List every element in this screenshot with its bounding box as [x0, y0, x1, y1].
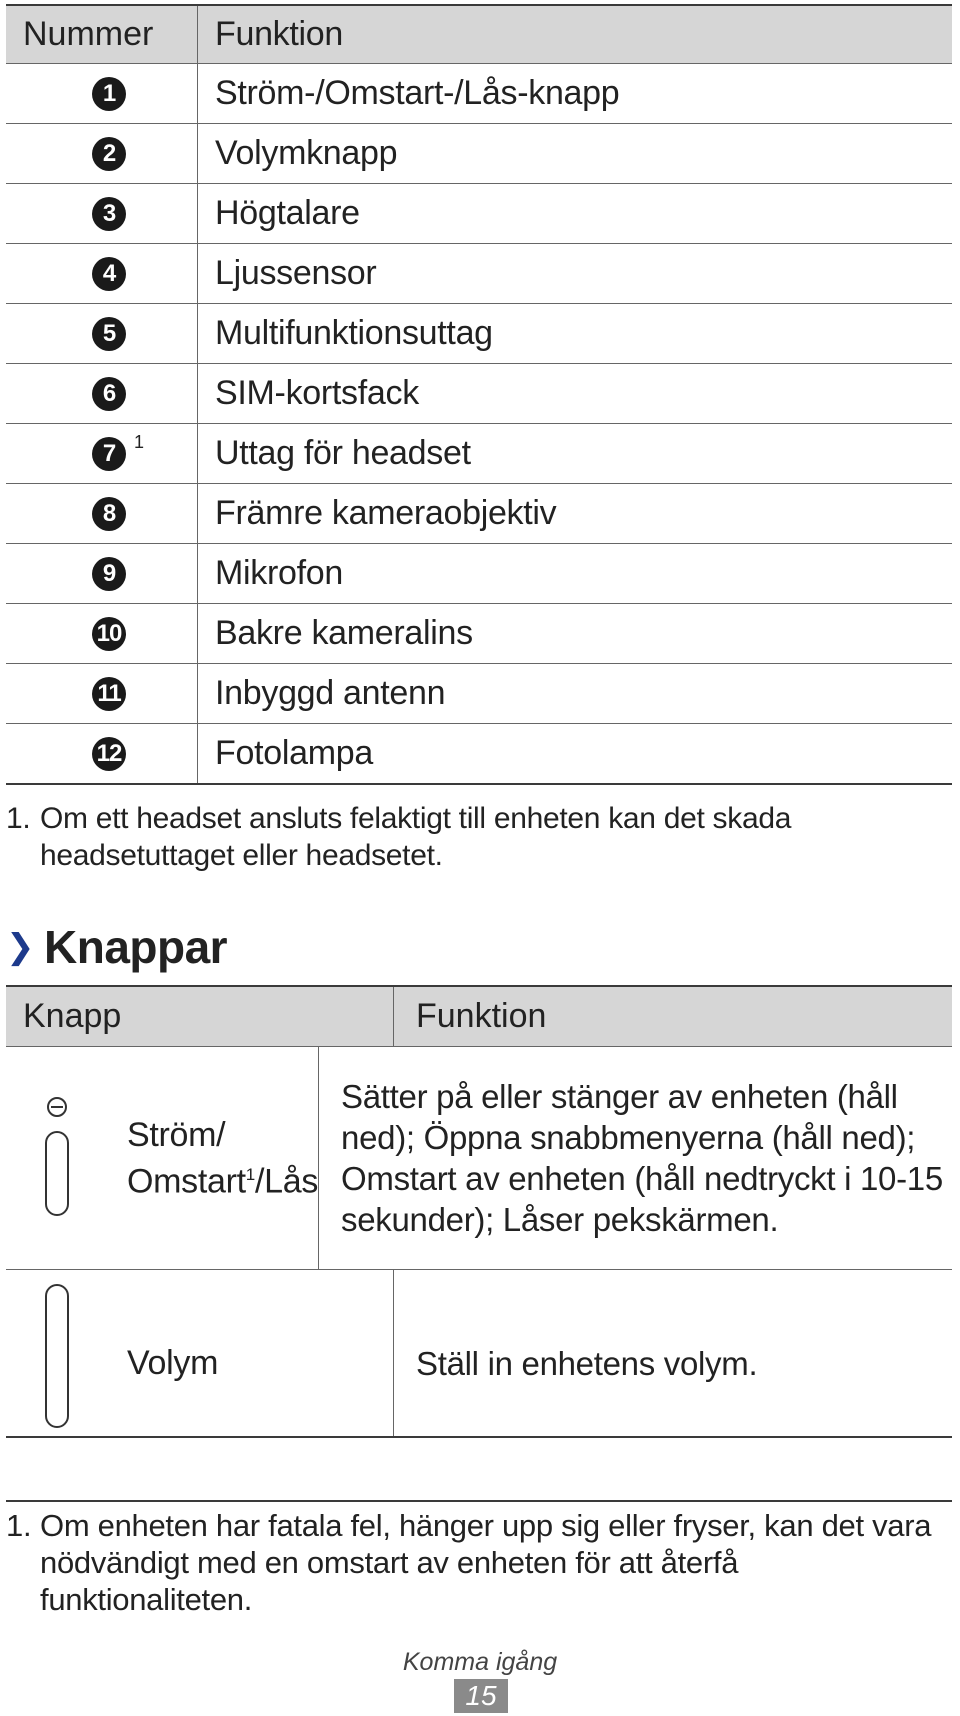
- table-row: [6, 424, 952, 484]
- header-key-function: Funktion: [416, 997, 547, 1035]
- section-title-text: Knappar: [44, 921, 228, 973]
- footer-section-name: Komma igång: [402, 1648, 558, 1676]
- row-number-cell: [6, 184, 198, 243]
- header-number: Nummer: [6, 6, 198, 63]
- key-row-volume: [6, 1270, 952, 1438]
- number-badge: 12: [92, 737, 126, 771]
- keys-footnote: [6, 1507, 936, 1618]
- row-function: Högtalare: [215, 194, 360, 232]
- volume-key-label: Volym: [127, 1344, 219, 1382]
- number-badge: 7: [92, 437, 126, 471]
- number-badge: 6: [92, 377, 126, 411]
- row-function: SIM-kortsfack: [215, 374, 419, 412]
- row-number-cell: [6, 364, 198, 423]
- row-number-cell: [6, 664, 198, 723]
- row-number-cell: [6, 604, 198, 663]
- number-badge: 4: [92, 257, 126, 291]
- row-number-cell: [6, 724, 198, 783]
- table-row: [6, 484, 952, 544]
- number-badge: 1: [92, 77, 126, 111]
- row-number-cell: [6, 124, 198, 183]
- footnote-divider: [6, 1500, 952, 1502]
- row-function: Mikrofon: [215, 554, 343, 592]
- number-badge: 2: [92, 137, 126, 171]
- row-function: Ljussensor: [215, 254, 377, 292]
- parts-footnote: [6, 800, 936, 874]
- parts-table-header: [6, 6, 952, 64]
- parts-table: [6, 4, 952, 785]
- footnote-text: Om ett headset ansluts felaktigt till enheten kan det skada headsetuttaget eller headsetet.: [40, 802, 792, 872]
- power-key-function: Sätter på eller stänger av enheten (håll ned); Öppna snabbmenyerna (håll ned); Omstart av enheten (håll nedtryckt i 10-15 sekunder); Låser pekskärmen.: [341, 1078, 943, 1238]
- row-function: Främre kameraobjektiv: [215, 494, 557, 532]
- keys-table-header: [6, 987, 952, 1047]
- number-badge: 10: [92, 617, 126, 651]
- volume-key-icon: [37, 1270, 77, 1436]
- power-key-icon: [37, 1047, 77, 1269]
- row-function: Multifunktionsuttag: [215, 314, 493, 352]
- table-row: [6, 544, 952, 604]
- table-row: [6, 664, 952, 724]
- row-function: Bakre kameralins: [215, 614, 473, 652]
- number-badge: 5: [92, 317, 126, 351]
- table-row: [6, 304, 952, 364]
- key-row-power: [6, 1047, 952, 1270]
- number-badge: 3: [92, 197, 126, 231]
- table-row: [6, 364, 952, 424]
- footnote-ref: 1: [134, 432, 145, 452]
- key-cell-volume: [6, 1270, 394, 1436]
- number-badge: 8: [92, 497, 126, 531]
- row-function: Ström-/Omstart-/Lås-knapp: [215, 74, 620, 112]
- row-number-cell: [6, 244, 198, 303]
- row-function: Fotolampa: [215, 734, 373, 772]
- row-function: Uttag för headset: [215, 434, 471, 472]
- volume-key-function: Ställ in enhetens volym.: [416, 1344, 758, 1382]
- row-number-cell: [6, 304, 198, 363]
- table-row: [6, 184, 952, 244]
- row-number-cell: [6, 64, 198, 123]
- row-function: Inbyggd antenn: [215, 674, 446, 712]
- table-row: [6, 604, 952, 664]
- keys-table: [6, 985, 952, 1438]
- row-number-cell: [6, 484, 198, 543]
- table-row: [6, 244, 952, 304]
- header-function: Funktion: [215, 15, 344, 53]
- key-cell-power: [6, 1047, 319, 1269]
- row-number-cell: [6, 544, 198, 603]
- keys-footnote-number: 1.: [6, 1508, 32, 1543]
- section-title: [6, 920, 227, 974]
- number-badge: 9: [92, 557, 126, 591]
- table-row: [6, 124, 952, 184]
- row-function: Volymknapp: [215, 134, 398, 172]
- row-number-cell: [6, 424, 198, 483]
- page-number: 15: [454, 1679, 508, 1713]
- chevron-right-icon: ❯: [6, 928, 34, 966]
- footnote-number: 1.: [6, 802, 31, 835]
- keys-footnote-text: Om enheten har fatala fel, hänger upp sig eller fryser, kan det vara nödvändigt med en omstart av enheten för att återfå funktionaliteten.: [40, 1508, 932, 1617]
- table-row: [6, 724, 952, 785]
- number-badge: 11: [92, 677, 126, 711]
- table-row: [6, 64, 952, 124]
- header-key: Knapp: [6, 987, 394, 1046]
- power-key-label: Ström/ Omstart$^1$/Lås: [127, 1115, 319, 1201]
